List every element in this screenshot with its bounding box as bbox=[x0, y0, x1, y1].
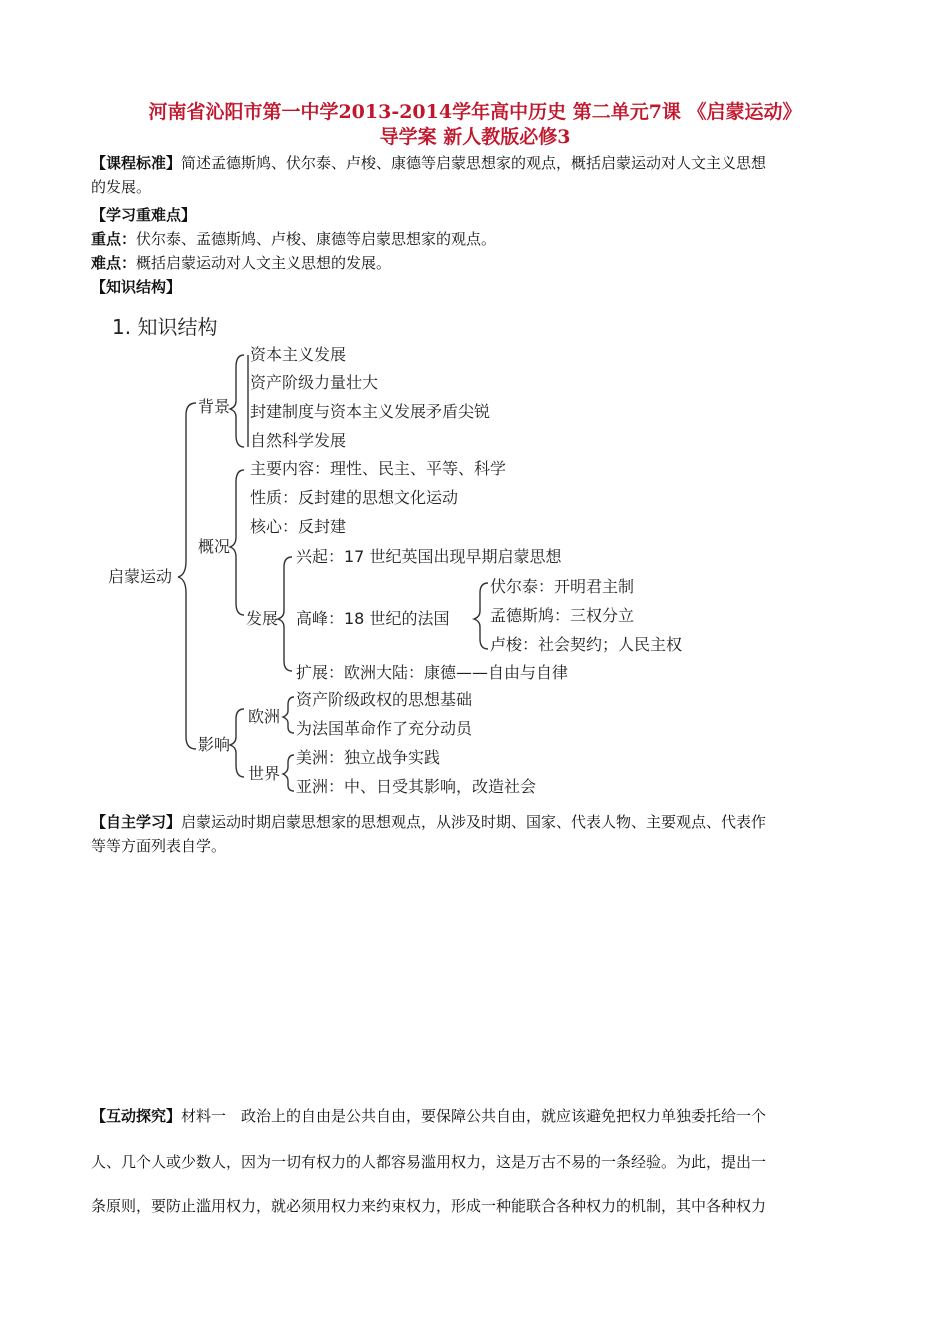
course-standard-text-cont: 的发展。 bbox=[91, 178, 152, 196]
peak-brace bbox=[474, 583, 488, 649]
inquiry-text-1: 材料一 政治上的自由是公共自由，要保障公共自由，就应该避免把权力单独委托给一个 bbox=[181, 1107, 767, 1125]
world-item: 美洲：独立战争实践 bbox=[296, 748, 441, 767]
world-item: 亚洲：中、日受其影响，改造社会 bbox=[296, 777, 537, 796]
overview-label: 概况 bbox=[198, 537, 231, 556]
course-standard-text: 简述孟德斯鸠、伏尔泰、卢梭、康德等启蒙思想家的观点，概括启蒙运动对人文主义思想 bbox=[181, 154, 767, 172]
background-label: 背景 bbox=[198, 397, 231, 416]
overview-item: 核心：反封建 bbox=[250, 517, 347, 536]
key-points-section bbox=[91, 203, 871, 299]
world-label: 世界 bbox=[248, 764, 281, 783]
self-study-text-cont: 等等方面列表自学。 bbox=[91, 837, 227, 855]
self-study-text: 启蒙运动时期启蒙思想家的思想观点，从涉及时期、国家、代表人物、主要观点、代表作 bbox=[181, 813, 767, 831]
background-item: 自然科学发展 bbox=[250, 431, 347, 450]
background-item: 封建制度与资本主义发展矛盾尖锐 bbox=[250, 402, 491, 421]
difficulty-text: 概括启蒙运动对人文主义思想的发展。 bbox=[136, 254, 392, 272]
inquiry-line1 bbox=[91, 1106, 871, 1126]
document-title-line2: 导学案 新人教版必修3 bbox=[379, 126, 571, 148]
inquiry-text-3: 条原则，要防止滥用权力，就必须用权力来约束权力，形成一种能联合各种权力的机制，其中各种权力 bbox=[91, 1197, 767, 1215]
difficulty-label: 难点： bbox=[91, 254, 137, 272]
world-brace bbox=[283, 755, 294, 791]
document-title-line1: 河南省沁阳市第一中学2013-2014学年高中历史 第二单元7课 《启蒙运动》 bbox=[148, 101, 802, 123]
inquiry-text-2: 人、几个人或少数人，因为一切有权力的人都容易滥用权力，这是万古不易的一条经验。为此，提出一 bbox=[91, 1153, 767, 1171]
development-rise: 兴起：17 世纪英国出现早期启蒙思想 bbox=[296, 547, 562, 566]
background-brace bbox=[230, 355, 244, 447]
root-label: 启蒙运动 bbox=[108, 567, 173, 586]
structure-label: 【知识结构】 bbox=[91, 278, 182, 296]
influence-label: 影响 bbox=[198, 735, 231, 754]
diagram-heading: 1. 知识结构 bbox=[112, 315, 218, 339]
background-item: 资本主义发展 bbox=[250, 345, 347, 364]
development-expand: 扩展：欧洲大陆：康德——自由与自律 bbox=[296, 663, 569, 682]
self-study-section bbox=[91, 810, 871, 858]
europe-brace bbox=[283, 697, 294, 733]
focus-label: 重点： bbox=[91, 230, 137, 248]
influence-brace bbox=[230, 709, 244, 777]
focus-text: 伏尔泰、孟德斯鸠、卢梭、康德等启蒙思想家的观点。 bbox=[136, 230, 497, 248]
course-standard bbox=[91, 151, 871, 199]
inquiry-label: 【互动探究】 bbox=[91, 1107, 182, 1125]
course-standard-label: 【课程标准】 bbox=[91, 154, 182, 172]
peak-item: 孟德斯鸠：三权分立 bbox=[490, 606, 635, 625]
europe-label: 欧洲 bbox=[248, 707, 281, 726]
overview-item: 主要内容：理性、民主、平等、科学 bbox=[250, 459, 507, 478]
overview-brace bbox=[230, 470, 244, 615]
key-points-label: 【学习重难点】 bbox=[91, 206, 197, 224]
peak-item: 伏尔泰：开明君主制 bbox=[490, 577, 635, 596]
europe-item: 为法国革命作了充分动员 bbox=[296, 719, 473, 738]
peak-item: 卢梭：社会契约；人民主权 bbox=[490, 635, 683, 654]
development-brace bbox=[278, 557, 292, 671]
self-study-label: 【自主学习】 bbox=[91, 813, 182, 831]
development-peak: 高峰：18 世纪的法国 bbox=[296, 609, 450, 628]
overview-item: 性质：反封建的思想文化运动 bbox=[250, 488, 459, 507]
development-label: 发展 bbox=[246, 609, 279, 628]
europe-item: 资产阶级政权的思想基础 bbox=[296, 690, 473, 709]
knowledge-structure-diagram bbox=[94, 305, 734, 805]
background-item: 资产阶级力量壮大 bbox=[250, 373, 379, 392]
root-brace bbox=[178, 403, 196, 749]
